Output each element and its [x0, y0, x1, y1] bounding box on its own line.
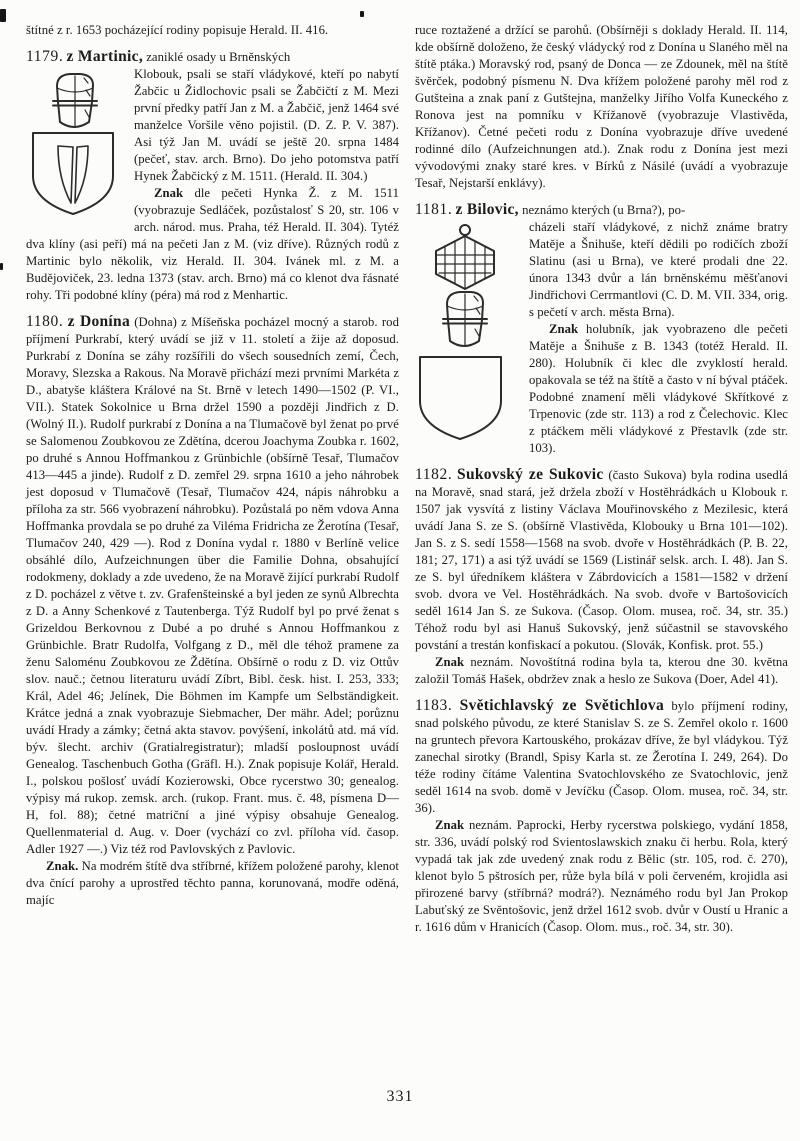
- blazon-text: Na modrém štítě dva stříbrné, křížem položené parohy, klenot dva čnící parohy a uprostřed těchto panna, korunovaná, modře oděná, majíc: [26, 859, 399, 907]
- two-column-text-block: [26, 22, 788, 936]
- entry-1180-blazon-paragraph: [26, 858, 399, 909]
- entry-family-name: z Bilovic,: [455, 201, 519, 218]
- entry-1179-body: [26, 66, 399, 304]
- entry-1183-svetichlavsky: [415, 697, 788, 936]
- entry-family-name: Sukovský ze Sukovic: [457, 466, 604, 483]
- entry-heading-text: (Dohna) z Míšeňska pocházel mocný a starob. rod příjmení Purkrabí, který uvádí se již v 11. století a žije až doposud. Purkrabí z Donína se záhy rozšířili do všech sousedních zemí, Čech, Moravy, Slezska a Rakous. Na Moravě přichází mezi prvními Markéta z D., abatyše kláštera Králové na St. Brně v letech 1490—1502 (P. VI., VII.). Statek Sokolnice u Brna držel 1590 a později Jindřich z D. (Wolný II.). Rudolf purkrabí z Donína a na Tlumačově byl ženat po prvé se Salomenou Zoubkovou ze Zdětína, dcerou Joachyma Zoubka r. 1602, po druhé s Annou Hoffmankou z Grünbichle (obšírně Tesař, Tlumačov 413—445 a jinde). Rudolf z D. zemřel 29. srpna 1610 a jeho náhrobek jest doposud v Tlumačově (Tesař, Tlumačov 424, nápis náhrobku a příloha za str. 566 vyobrazení náhrobku). Pozůstalá po něm vdova Anna Hoffmanka provdala se po druhé za Viléma Fridricha ze Žerotína (Tesař, Tlumačov 240, 429 —). Rod z Donína vydal r. 1880 v Berlíně velice obsáhlé dílo, Aufzeichnungen über die Familie Dohna, obsahující rodokmeny, doklady a zde uvedeno, že na Moravě žijící purkrabí Rudolf z D. pocházel z větve t. zv. Grafenšteinské a byl jeden ze synů Albrechta z D. a Anny Schenkové z Tautenberga. Týž Rudolf byl po prvé ženat s Grizeldou Berkovnou z Dubé a po druhé s Annou Hoffmankou z Grünbichle. Bratr Rudolfa, Volfgang z D., měl dle téhož pramene za ženu Saloménu Zoubkovou ze Ždětína. Obšírně o rodu z D. viz Ottův slov. nauč.; četnou literaturu uvádí Zíbrt, Bibl. česk. hist. I. 253, 333; Král, Adel 46; Jelínek, Die Böhmen im Kampfe um Selbständigkeit. Krátce jedná a znak vyobrazuje Siebmacher, Der mähr. Adel; porůznu uvádí Hrady a zámky; četná akta stavov. povýšení, inkolátů atd. má víd. býv. šlecht. archiv (Gratialregistratur); mladší posloupnost uvádí Genealog. Taschenbuch Gotha (Gräfl. H.). Znak popisuje Kolář, Herald. I., polskou pošlosť uvádí Kozierowski, Obce rycerstwo 30; genealog. výpisy má rukop. zemsk. arch. (rukop. Frant. mus. č. 48, písmena D—H, fol. 88); četné matriční a jiné výpisy obsahuje Genealog. Quellenmaterial d. Aug. v. Doer (vychází co zvl. příloha víd. časop. Adler 1927 —.) Viz též rod Pavlovských z Pavlovic.: [26, 315, 399, 856]
- right-column: [415, 22, 788, 936]
- entry-1181-heading-rest: cházeli staří vládykové, z nichž známe bratry Matěje a Šnihuše, kteří dědili po rodičích zboží Slatinu (asi u Brna), ve které prodali dne 22. února 1343 dvůr a lán brněnskému měšťanovi Jindřichovi Cerrmantlovi (C. D. M. VII. 334, orig. s pečetí v arch. města Brna).: [529, 220, 788, 319]
- entry-1181-z-bilovic: [415, 201, 788, 457]
- blazon-lead: Znak: [435, 655, 465, 669]
- continuation-paragraph: ruce roztažené a držící se parohů. (Obšírněji s doklady Herald. II. 114, kde obšírně doloženo, že český vládycký rod z Donína u Slaného měl na štítě ptáka.) Moravský rod, psaný de Donca — ze Zdounek, měl na štítě švěrček, podobný písmenu N. Dva křížem položené parohy měl rod z Gutšteina a znak paní z Gutštejna, manželky Jiřího Volfa Kuneckého z Ronova jest na pomníku v Křížanově (vyobrazuje Vlastivěda, Křížanov). Četné pečeti rodu z Donína vyobrazuje dříve uvedené rodinné dílo (Aufzeichnungen atd.). Znak rodu z Donína jest mezi vývodovými znaky staré kres. v Bírků z Násilé (uvádí a vyobrazuje Tesař, Nejstarší enklávy).: [415, 23, 788, 190]
- entry-number: 1179.: [26, 48, 64, 65]
- entry-1181-body: [415, 219, 788, 457]
- entry-family-name: z Donína: [67, 313, 131, 330]
- entry-1179-z-martinic: [26, 48, 399, 304]
- entry-number: 1183.: [415, 697, 453, 714]
- blazon-text: neznám. Paprocki, Herby rycerstwa polskiego, vydání 1858, str. 336, uvádí polský rod Svientoslawskich znaku či herbu. Rola, který vypadá tak jak zde uvedený znak rodu z Bělic (str. 105, rod. č. 270), klenot bylo 5 pštrosích per, růže byla bílá v poli červeném, krojidla asi přirozené barvy (stříbrná? modrá?). Neznámého rodu byl Jan Prokop Labuťský ze Svěntošovic, jenž držel 1612 svob. dvůr v Oustí u Hranic a r. 1616 dům v Hranicích (Časop. Olom. mus., roč. 34, str. 30).: [415, 818, 788, 934]
- entry-1182-heading: [415, 466, 788, 654]
- scan-artifact: [0, 263, 3, 270]
- entry-1179-heading: [26, 48, 399, 66]
- helm-and-wedges-shield-icon: [24, 69, 122, 219]
- blazon-lead: Znak: [154, 186, 184, 200]
- entry-heading-text: (často Sukova) byla rodina usedlá na Moravě, snad stará, jež držela zboží v Hostěhrádkách u Klobouk r. 1507 jak vysvítá z listiny Václava Mouřinovského z Mezilesic, která uvádí Jana S. ze S. (obšírně Vlastivěda, Klobouky u Brna 101—102). Jan S. z S. sedí 1558—1568 na svob. dvoře v Hostěhrádkách (P. B. 22, 181; 27, 171) a asi týž uvádí se 1569 (Listinář selsk. arch. I. 48). Jan S. ze S. byl úředníkem kláštera v Zábrdovicích a 1581—1582 v držení svob. dvora ve Vel. Hostěhrádkách. Na svob. dvoře v Bartošovicích seděl 1614 Jan S. ze Sukova. (Časop. Olom. musea, roč. 34, str. 35.) Téhož rodu byl asi Hanuš Sukovský, jenž súčastnil se stavovského povstání a trestán konfiskací a pokutou. (Slovák, Konfisk. prot. 55.): [415, 468, 788, 652]
- blazon-text: neznám. Novoštítná rodina byla ta, kterou dne 30. května založil Tomáš Hašek, obdržev znak a heslo ze Sukova (Doer, Adel 41).: [415, 655, 788, 686]
- entry-family-name: z Martinic,: [66, 48, 144, 65]
- entry-1180-z-donina: [26, 313, 399, 909]
- scan-artifact: [0, 9, 6, 22]
- entry-number: 1180.: [26, 313, 64, 330]
- page-number: 331: [386, 1088, 414, 1105]
- blazon-text: holubník, jak vyobrazeno dle pečeti Matěje a Šnihuše z B. 1343 (totéž Herald. II. 280). Holubník či klec dle zvyklostí herald. opakovala se též na štítě a často v ní býval ptáček. Podobné znamení měli vládykové Skřítkové z Trpenovic (zde str. 113) a rod z Čelechovic. Klec z ptáčkem měli vládykové z Přestavlk (zde str. 103).: [529, 322, 788, 455]
- entry-number: 1182.: [415, 466, 453, 483]
- entry-1181-heading: [415, 201, 788, 219]
- blazon-text: dle pečeti Hynka Ž. z M. 1511 (vyobrazuje Sedláček, pozůstalosť S 20, str. 106 v arch. národ. mus. Praha, též Herald. II. 304). Tytéž dva klíny (asi peří) má na pečeti Jan z M. (viz dříve). Různých rodů z Martinic bylo několik, viz Herald. II. 304. Ivánek ml. z M. a Budějoviček, 23. ledna 1373 (stav. arch. Brno) má co klenot dva řásnaté rohy. Tři podobné klíny (péra) má rod z Menhartic.: [26, 186, 399, 302]
- left-column: [26, 22, 399, 909]
- blazon-lead: Znak: [435, 818, 465, 832]
- entry-number: 1181.: [415, 201, 453, 218]
- entry-1183-blazon-paragraph: [415, 817, 788, 936]
- scan-artifact: [360, 11, 364, 17]
- bilovic-coat-of-arms-figure: [413, 222, 517, 442]
- entry-1180-heading: [26, 313, 399, 858]
- continuation-paragraph: štítné z r. 1653 pocházející rodiny popisuje Herald. II. 416.: [26, 23, 329, 37]
- blazon-lead: Znak: [549, 322, 579, 336]
- entry-1182-blazon-paragraph: [415, 654, 788, 688]
- entry-1179-heading-rest: Klobouk, psali se staří vládykové, kteří po nabytí Žabčic u Židlochovic psali se Žabčičtí z M. Mezi první předky patří Jan z M. a Žabčič, jenž 1464 své manželce Voršile věno pojistil. (D. Z. P. V. 387). Asi týž Jan M. uvádí se ještě 20. srpna 1484 (pečeť, stav. arch. Brno). Do jeho potomstva patří Hynek Žabčický z M. 1511. (Herald. II. 304.): [134, 67, 399, 183]
- entry-heading-text: neznámo kterých (u Brna?), po-: [522, 203, 686, 217]
- entry-heading-text: bylo příjmení rodiny, snad polského původu, ze které Stanislav S. ze S. Zemřel okolo r. 1600 na gruntech převora Kartouského, prokázav dříve, že byl vládykou. Týž zanechal sirotky (Brandl, Spisy Karla st. ze Žerotína I. 249, 264). Do téže rodiny čítáme Valentina Svatochlovského ze Svatochlovic, jenž seděl 1614 na svob. domě v Jevíčku (Časop. Olom. musea, roč. 34, str. 36).: [415, 699, 788, 815]
- martinic-coat-of-arms-figure: [24, 69, 122, 219]
- blazon-lead: Znak.: [46, 859, 79, 873]
- entry-1182-sukovsky: [415, 466, 788, 688]
- entry-family-name: Světichlavský ze Světichlova: [459, 697, 664, 714]
- entry-heading-text: zaniklé osady u Brněnských: [146, 50, 291, 64]
- entry-1183-heading: [415, 697, 788, 817]
- dovecote-helm-shield-icon: [413, 222, 517, 442]
